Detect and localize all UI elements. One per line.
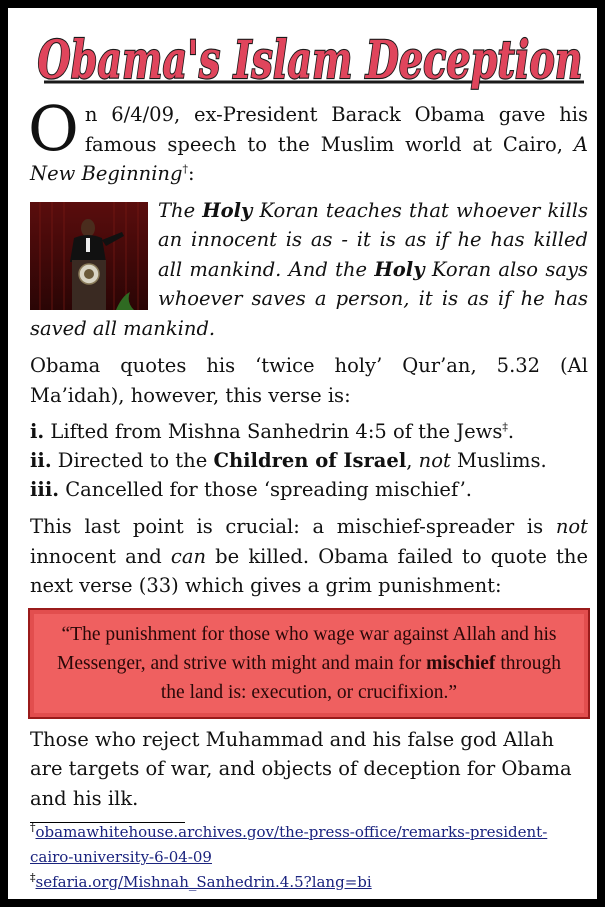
speech-title: A New Beginning [30,132,588,185]
quote-text: The Holy Koran teaches that whoever kills an innocent is as - it is as if he has killed all mankind. And the Holy Koran also says whoever saves a person, it is as if he has saved all mankind. [30,198,589,340]
footnote-link-sefaria[interactable]: sefaria.org/Mishnah_Sanhedrin.4.5?lang=bi [35,873,372,891]
crucial-paragraph: This last point is crucial: a mischief-spreader is not innocent and can be killed. Obama failed to quote the next verse (33) which gives a grim punishment: [30,515,588,597]
obama-photo [30,202,148,310]
drop-cap: O [28,92,79,165]
page-title: Obama's Islam Deception [37,30,583,91]
photo-image [30,202,148,310]
verse-33-box: “The punishment for those who wage war against Allah and his Messenger, and strive with might and main for mischief through the land is: execution, or crucifixion.” [28,608,590,719]
speech-quote [30,196,588,344]
footnote-2: ‡sefaria.org/Mishnah_Sanhedrin.4.5?lang=bi [30,871,372,891]
list-item: i. Lifted from Mishna Sanhedrin 4:5 of the Jews‡. [30,420,515,443]
title-banner [24,22,597,106]
list-item: ii. Directed to the Children of Israel, not Muslims. [30,449,547,472]
closing-paragraph: Those who reject Muhammad and his false god Allah are targets of war, and objects of deception for Obama and his ilk. [30,727,572,810]
footnote-link-whitehouse[interactable]: obamawhitehouse.archives.gov/the-press-office/remarks-president-cairo-university-6-04-09 [30,823,548,866]
article-body [28,92,589,820]
points-list [30,417,588,504]
footnotes [30,820,590,895]
title-graphic [24,22,597,106]
list-item: iii. Cancelled for those ‘spreading mischief’. [30,478,473,501]
verse-paragraph: Obama quotes his ‘twice holy’ Qur’an, 5.32 (Al Ma’idah), however, this verse is: [30,354,588,407]
footnote-1: †obamawhitehouse.archives.gov/the-press-office/remarks-president-cairo-university-6-04-09 [30,821,548,866]
intro-paragraph: On 6/4/09, ex-President Barack Obama gave his famous speech to the Muslim world at Cairo, A New Beginning†: [28,92,588,185]
